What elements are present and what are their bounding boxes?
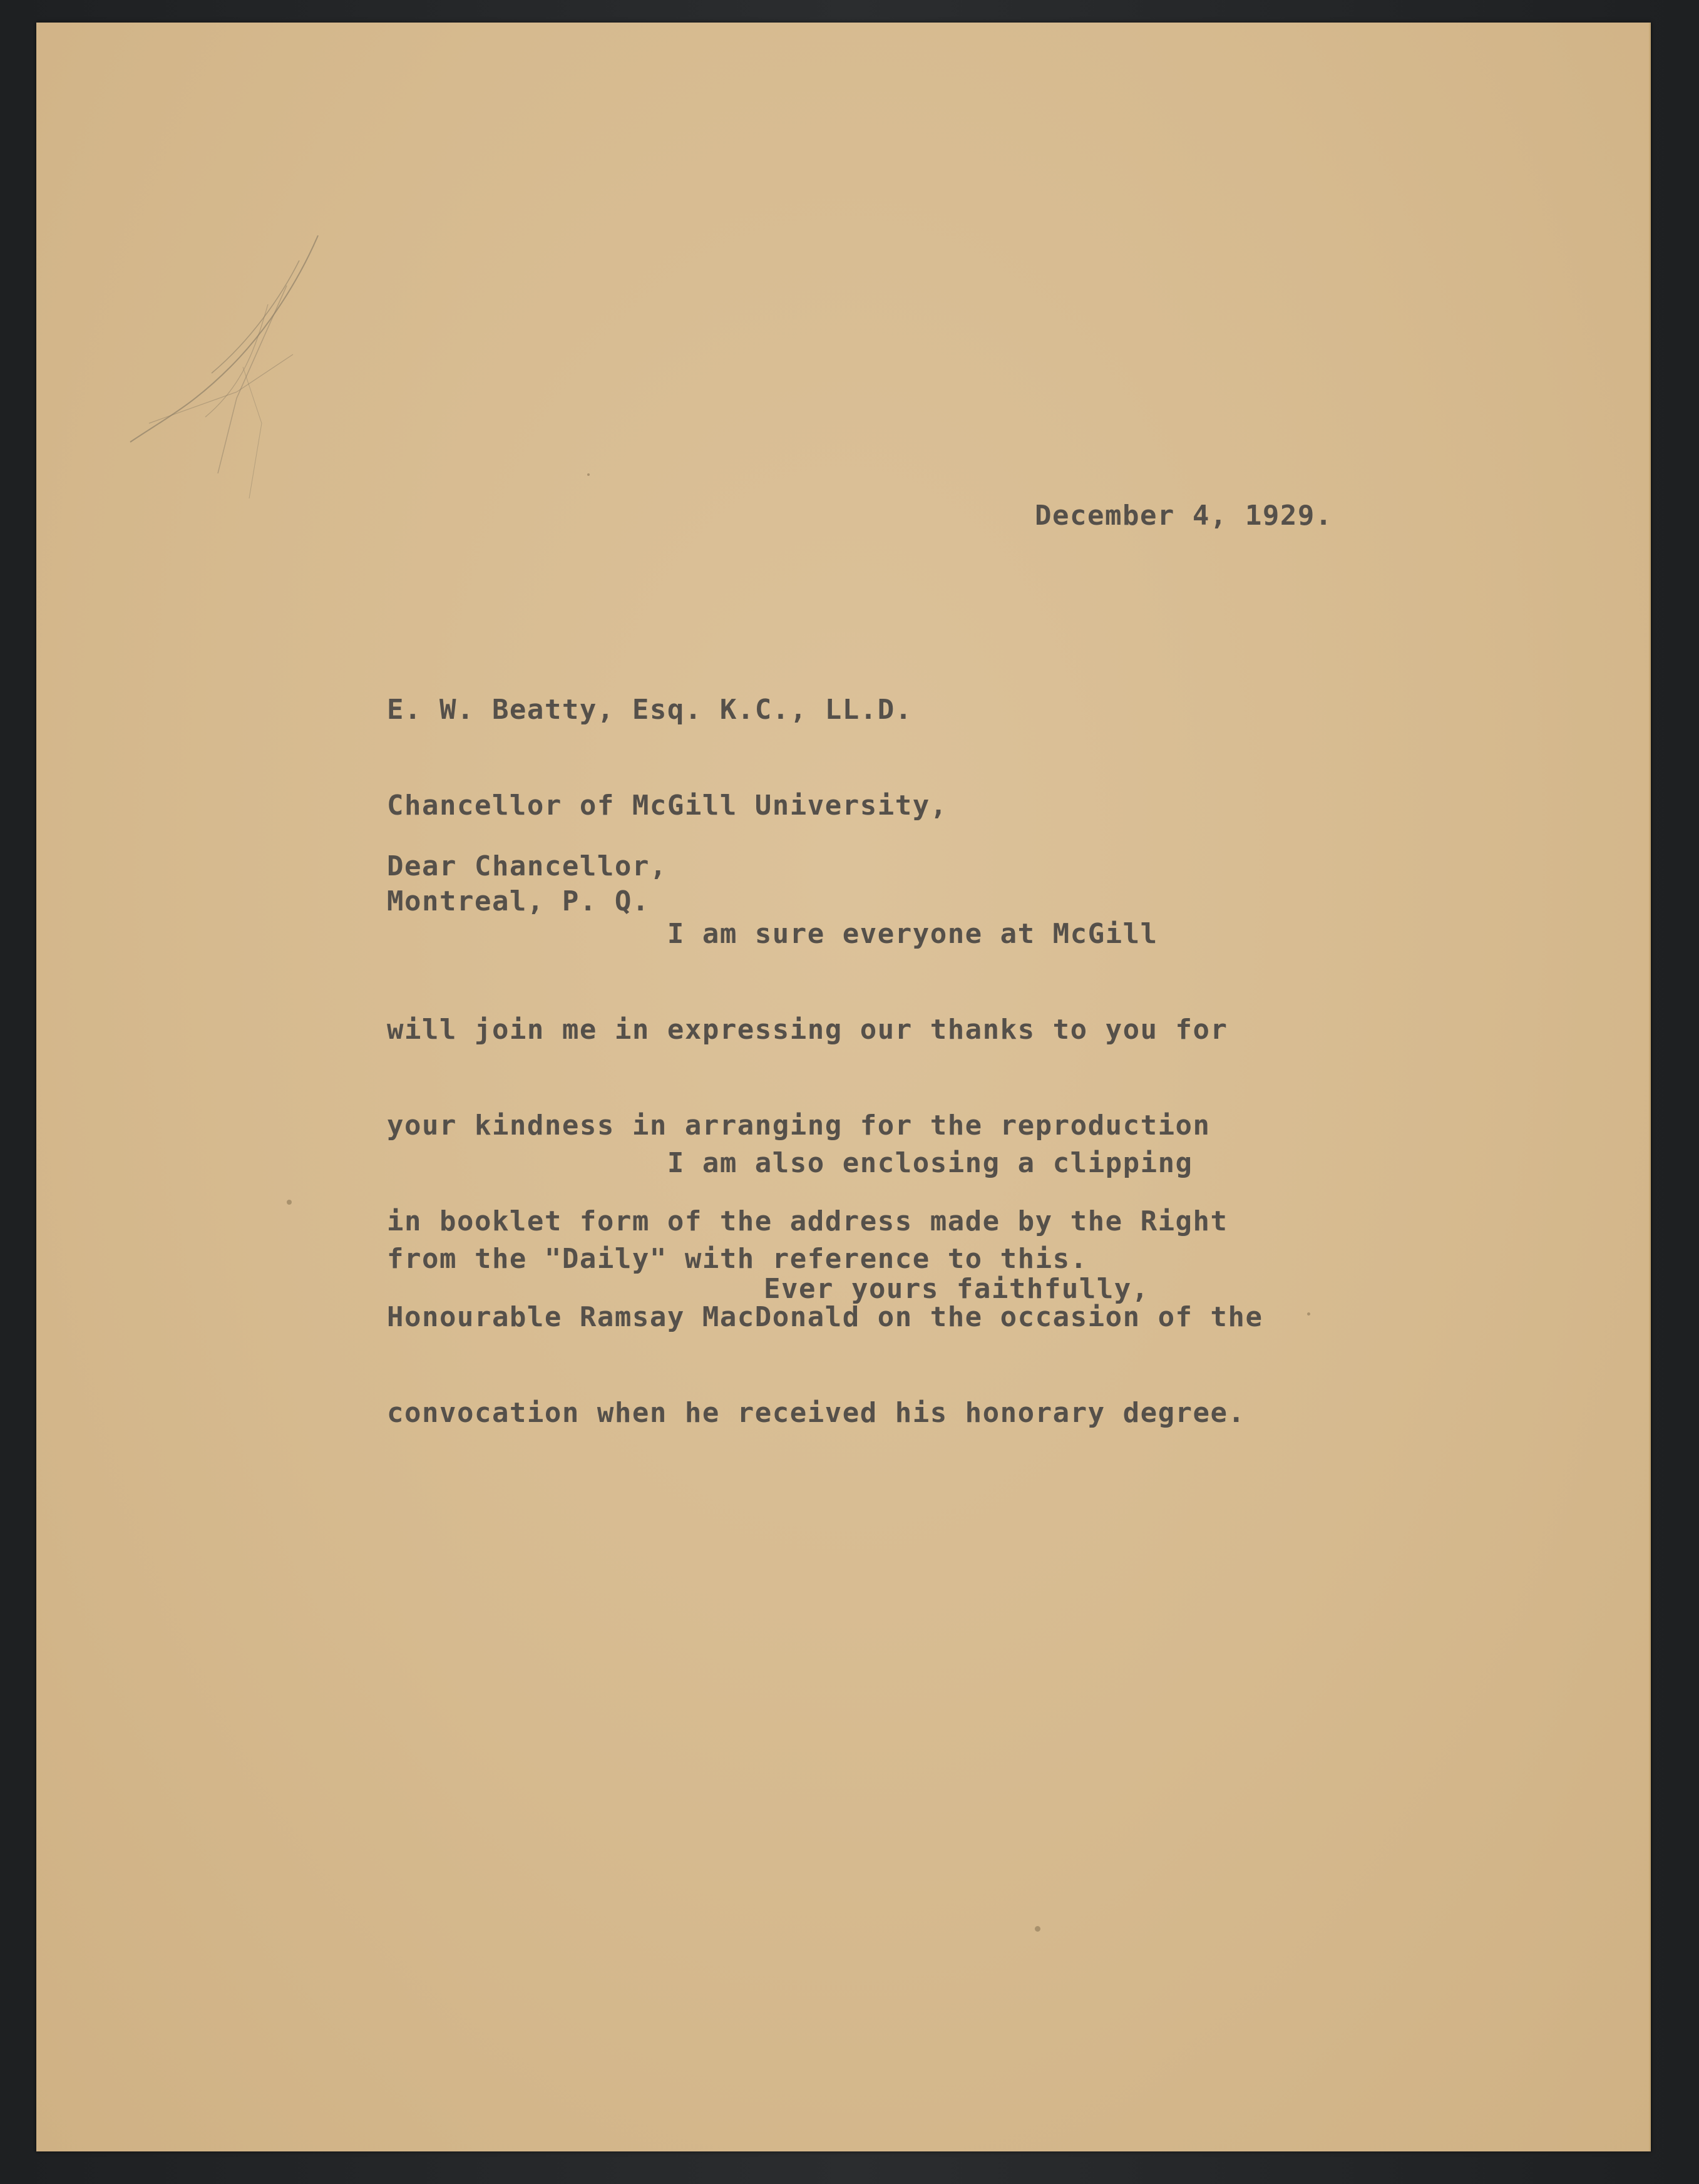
paragraph-1-line-4: in booklet form of the address made by the Right bbox=[387, 1205, 1228, 1237]
address-line-1: E. W. Beatty, Esq. K.C., LL.D. bbox=[387, 694, 913, 726]
paragraph-1-line-6: convocation when he received his honorary degree. bbox=[387, 1397, 1246, 1429]
complimentary-close bbox=[764, 1209, 1149, 1369]
address-line-3: Montreal, P. Q. bbox=[387, 885, 650, 917]
paragraph-2-line-2: from the "Daily" with reference to this. bbox=[387, 1243, 1088, 1275]
paragraph-1-line-2: will join me in expressing our thanks to you for bbox=[387, 1014, 1228, 1046]
salutation-line: Dear Chancellor, bbox=[387, 850, 667, 882]
date-line: December 4, 1929. bbox=[1035, 500, 1333, 532]
letter-date bbox=[1035, 436, 1333, 595]
paragraph-1-line-1: I am sure everyone at McGill bbox=[387, 918, 1158, 950]
pencil-marks bbox=[111, 210, 362, 511]
address-line-2: Chancellor of McGill University, bbox=[387, 790, 948, 822]
paragraph-2-line-1: I am also enclosing a clipping bbox=[387, 1147, 1193, 1179]
closing-line: Ever yours faithfully, bbox=[764, 1273, 1149, 1305]
paragraph-1-line-5: Honourable Ramsay MacDonald on the occasion of the bbox=[387, 1301, 1263, 1333]
paragraph-1-line-3: your kindness in arranging for the reproduction bbox=[387, 1110, 1211, 1141]
letter-paper bbox=[36, 23, 1651, 2151]
